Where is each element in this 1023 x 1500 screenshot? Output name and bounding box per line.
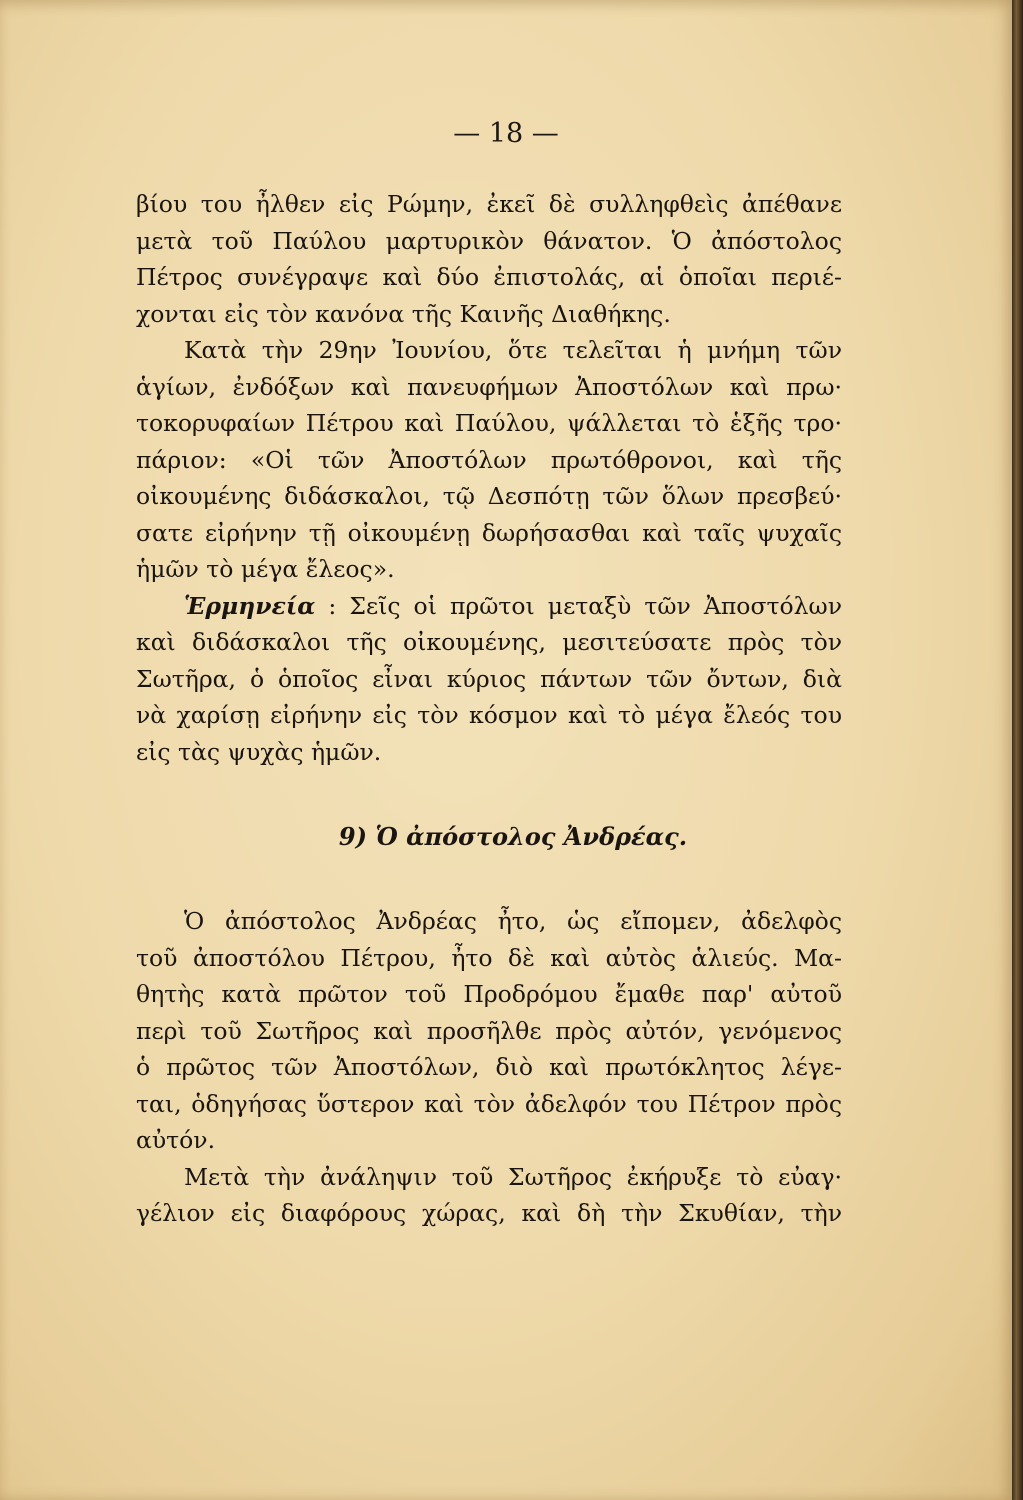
text-line: οἰκουμένης διδάσκαλοι, τῷ Δεσπότῃ τῶν ὅλων πρεσβεύ· (136, 482, 842, 510)
interpretation-text: Σεῖς οἱ πρῶτοι μεταξὺ τῶν Ἀποστόλων (349, 591, 842, 620)
text-line: Σωτῆρα, ὁ ὁποῖος εἶναι κύριος πάντων τῶν ὄντων, διὰ (136, 664, 842, 693)
text-line: μετὰ τοῦ Παύλου μαρτυρικὸν θάνατον. Ὁ ἀπόστολος (136, 226, 842, 255)
interpretation-label: Ἑρμηνεία (184, 591, 316, 620)
text-line: πάριον: «Οἱ τῶν Ἀποστόλων πρωτόθρονοι, καὶ τῆς (136, 445, 842, 474)
section-heading-andrew: 9) Ὁ ἀπόστολος Ἀνδρέας. (338, 822, 688, 851)
text-line: αὐτόν. (136, 1126, 216, 1154)
text-line: Ὁ ἀπόστολος Ἀνδρέας ἦτο, ὡς εἴπομεν, ἀδελφὸς (184, 907, 842, 935)
text-line: νὰ χαρίσῃ εἰρήνην εἰς τὸν κόσμον καὶ τὸ μέγα ἔλεός του (136, 701, 842, 729)
interpretation-line (136, 588, 842, 625)
text-line: Μετὰ τὴν ἀνάληψιν τοῦ Σωτῆρος ἐκήρυξε τὸ εὐαγ· (184, 1162, 842, 1191)
text-line: καὶ διδάσκαλοι τῆς οἰκουμένης, μεσιτεύσατε πρὸς τὸν (136, 628, 842, 656)
book-edge (1012, 0, 1023, 1500)
interpretation-separator: : (315, 591, 350, 620)
text-line: τοκορυφαίων Πέτρου καὶ Παύλου, ψάλλεται τὸ ἑξῆς τρο· (136, 409, 842, 437)
text-line: εἰς τὰς ψυχὰς ἡμῶν. (136, 737, 382, 766)
text-line: ἡμῶν τὸ μέγα ἔλεος». (136, 555, 395, 583)
text-line: Κατὰ τὴν 29ην Ἰουνίου, ὅτε τελεῖται ἡ μνήμη τῶν (184, 336, 842, 364)
text-line: χονται εἰς τὸν κανόνα τῆς Καινῆς Διαθήκης. (136, 299, 671, 328)
text-line: βίου του ἦλθεν εἰς Ρώμην, ἐκεῖ δὲ συλληφθεὶς ἀπέθανε (136, 190, 842, 218)
text-line: τοῦ ἀποστόλου Πέτρου, ἦτο δὲ καὶ αὐτὸς ἁλιεύς. Μα- (136, 943, 842, 972)
text-line: ὁ πρῶτος τῶν Ἀποστόλων, διὸ καὶ πρωτόκλητος λέγε- (136, 1053, 842, 1081)
text-line: σατε εἰρήνην τῇ οἰκουμένῃ δωρήσασθαι καὶ ταῖς ψυχαῖς (136, 518, 842, 547)
text-block-apostle-andrew (136, 903, 842, 1232)
text-line: γέλιον εἰς διαφόρους χώρας, καὶ δὴ τὴν Σκυθίαν, τὴν (136, 1199, 842, 1227)
page-number: — 18 — (453, 118, 559, 149)
text-line: θητὴς κατὰ πρῶτον τοῦ Προδρόμου ἔμαθε παρ' αὐτοῦ (136, 980, 842, 1008)
text-line: ἁγίων, ἐνδόξων καὶ πανευφήμων Ἀποστόλων καὶ πρω· (136, 372, 842, 401)
text-line: περὶ τοῦ Σωτῆρος καὶ προσῆλθε πρὸς αὐτόν, γενόμενος (136, 1016, 842, 1045)
text-block-apostle-peter (136, 186, 842, 770)
text-line: ται, ὁδηγήσας ὕστερον καὶ τὸν ἀδελφόν του Πέτρον πρὸς (136, 1089, 842, 1118)
text-line: Πέτρος συνέγραψε καὶ δύο ἐπιστολάς, αἱ ὁποῖαι περιέ- (136, 263, 842, 291)
